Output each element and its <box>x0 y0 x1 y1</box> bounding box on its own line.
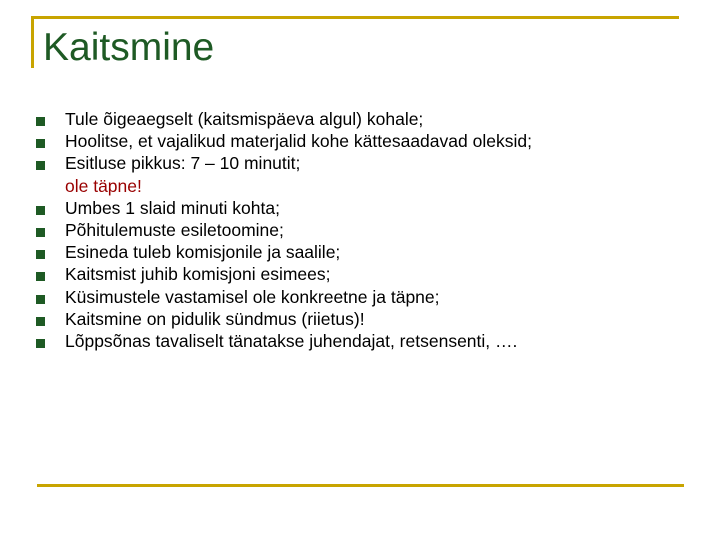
square-bullet-icon <box>36 295 45 304</box>
square-bullet-icon <box>36 228 45 237</box>
bullet-text <box>65 197 280 219</box>
square-bullet-icon <box>36 161 45 170</box>
top-frame-line <box>31 16 679 19</box>
bottom-frame-line <box>37 484 684 487</box>
bullet-text <box>65 130 532 152</box>
bullet-line: Küsimustele vastamisel ole konkreetne ja täpne; <box>65 286 440 307</box>
list-item <box>36 108 532 130</box>
list-item <box>36 330 532 352</box>
list-item <box>36 286 532 308</box>
bullet-list <box>36 108 532 352</box>
bullet-line: Hoolitse, et vajalikud materjalid kohe kättesaadavad oleksid; <box>65 131 532 152</box>
list-item <box>36 152 532 196</box>
list-item <box>36 241 532 263</box>
bullet-line: Kaitsmine on pidulik sündmus (riietus)! <box>65 308 365 329</box>
bullet-line: Kaitsmist juhib komisjoni esimees; <box>65 264 331 285</box>
square-bullet-icon <box>36 317 45 326</box>
bullet-text <box>65 108 423 130</box>
bullet-line: Esitluse pikkus: 7 – 10 minutit; <box>65 153 301 174</box>
bullet-line: Lõppsõnas tavaliselt tänatakse juhendajat, retsensenti, …. <box>65 331 518 352</box>
list-item <box>36 130 532 152</box>
square-bullet-icon <box>36 206 45 215</box>
slide-title: Kaitsmine <box>43 26 215 69</box>
square-bullet-icon <box>36 139 45 148</box>
bullet-text <box>65 152 300 196</box>
left-frame-line <box>31 16 34 68</box>
list-item <box>36 219 532 241</box>
bullet-line: Tule õigeaegselt (kaitsmispäeva algul) kohale; <box>65 109 424 129</box>
bullet-text <box>65 330 517 352</box>
bullet-line: Esineda tuleb komisjonile ja saalile; <box>65 242 341 263</box>
square-bullet-icon <box>36 339 45 348</box>
list-item <box>36 197 532 219</box>
list-item <box>36 308 532 330</box>
bullet-text <box>65 241 340 263</box>
bullet-text <box>65 219 284 241</box>
bullet-text <box>65 263 331 285</box>
square-bullet-icon <box>36 272 45 281</box>
bullet-line: Umbes 1 slaid minuti kohta; <box>65 197 280 218</box>
bullet-line: Põhitulemuste esiletoomine; <box>65 220 284 241</box>
list-item <box>36 263 532 285</box>
square-bullet-icon <box>36 117 45 126</box>
square-bullet-icon <box>36 250 45 259</box>
emphasis-note: ole täpne! <box>65 175 142 196</box>
bullet-text <box>65 308 365 330</box>
bullet-text <box>65 286 440 308</box>
